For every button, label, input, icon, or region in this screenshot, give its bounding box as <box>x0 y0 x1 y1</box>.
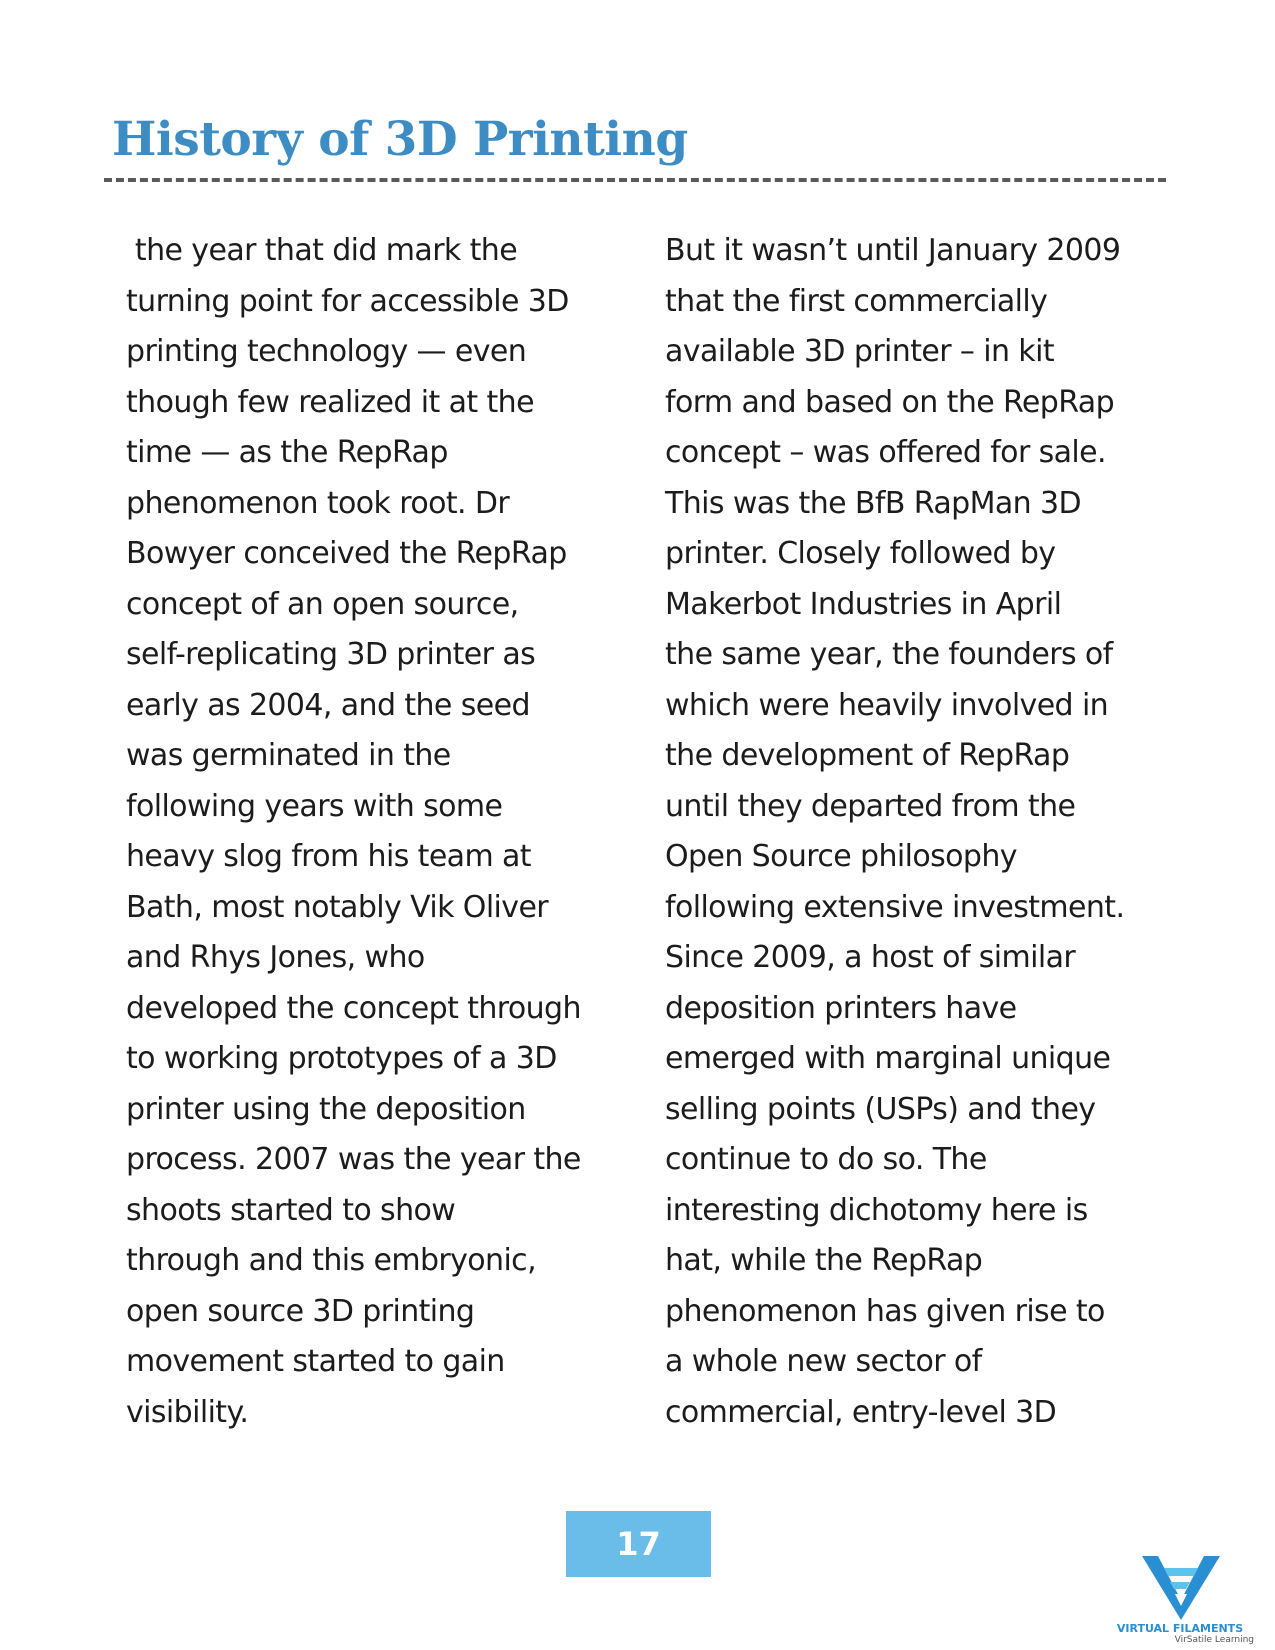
virtual-filaments-logo-icon <box>1142 1554 1220 1620</box>
brand-tagline: VirSatile Learning <box>1174 1635 1254 1645</box>
page-title: History of 3D Printing <box>112 112 688 167</box>
body-text-left-column: the year that did mark the turning point for accessible 3D printing technology — even though few realized it at the time — as the RepRap phenomenon took root. Dr Bowyer conceived the RepRap concept of an open source, self-replicating 3D printer as early as 2004, and the seed was germinated in the following years with some heavy slog from his team at Bath, most notably Vik Oliver and Rhys Jones, who developed the concept through to working prototypes of a 3D printer using the deposition process. 2007 was the year the shoots started to show through and this embryonic, open source 3D printing movement started to gain visibility. <box>126 233 581 1430</box>
page-number: 17 <box>566 1511 711 1577</box>
body-text-right-column: But it wasn’t until January 2009 that the first commercially available 3D printer – in kit form and based on the RepRap concept – was offered for sale. This was the BfB RapMan 3D printer. Closely followed by Makerbot Industries in April the same year, the founders of which were heavily involved in the development of RepRap until they departed from the Open Source philosophy following extensive investment. Since 2009, a host of similar deposition printers have emerged with marginal unique selling points (USPs) and they continue to do so. The interesting dichotomy here is hat, while the RepRap phenomenon has given rise to a whole new sector of commercial, entry-level 3D <box>665 233 1125 1430</box>
brand-name: VIRTUAL FILAMENTS <box>1116 1622 1244 1635</box>
title-divider <box>104 178 1166 182</box>
brand-logo <box>1100 1548 1260 1648</box>
